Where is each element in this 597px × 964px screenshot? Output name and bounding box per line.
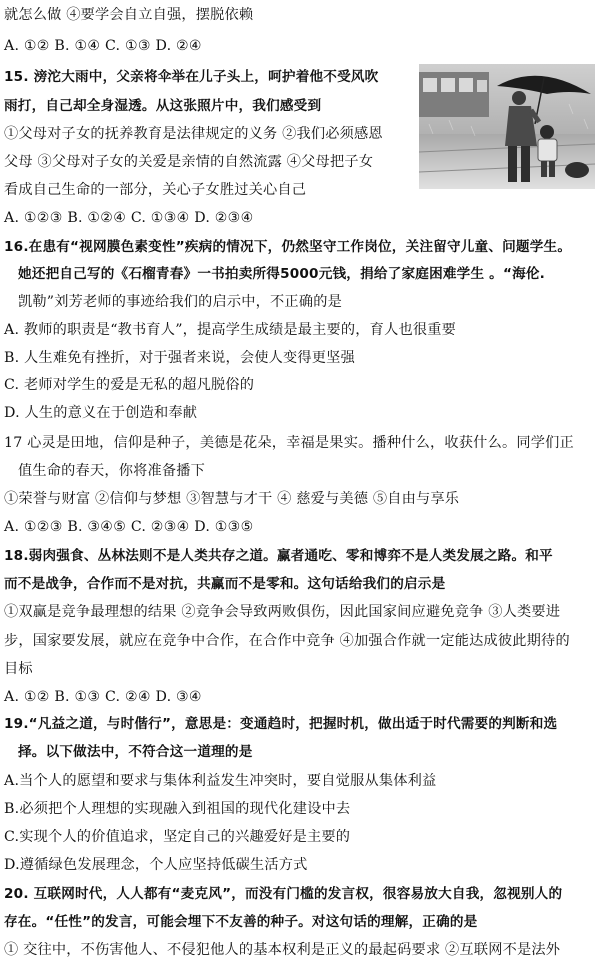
option-line: A.当个人的愿望和要求与集体利益发生冲突时，要自觉服从集体利益 [4, 773, 437, 789]
option-line: C. 老师对学生的爱是无私的超凡脱俗的 [4, 377, 255, 393]
text-line: 父母 ③父母对子女的关爱是亲情的自然流露 ④父母把子女 [4, 154, 374, 170]
question-17-stem: 17 心灵是田地，信仰是种子，美德是花朵，幸福是果实。播种什么，收获什么。同学们正 [4, 435, 574, 451]
answer-options: A. ①②③ B. ③④⑤ C. ②③④ D. ①③⑤ [4, 519, 254, 535]
question-19-stem: 19.“凡益之道，与时偕行”，意思是：变通趋时，把握时机，做出适于时代需要的判断和选 [4, 716, 558, 732]
question-20-stem: 20. 互联网时代，人人都有“麦克风”，而没有门槛的发言权，很容易放大自我，忽视别人的 [4, 886, 563, 902]
option-line: B.必须把个人理想的实现融入到祖国的现代化建设中去 [4, 801, 351, 817]
option-line: D. 人生的意义在于创造和奉献 [4, 405, 198, 421]
question-15-stem: 15. 滂沱大雨中，父亲将伞举在儿子头上，呵护着他不受风吹 [4, 69, 379, 85]
question-15-stem: 雨打，自己却全身湿透。从这张照片中，我们感受到 [4, 98, 322, 114]
question-18-stem: 而不是战争，合作而不是对抗，共赢而不是零和。这句话给我们的启示是 [4, 576, 446, 592]
answer-options: A. ①② B. ①③ C. ②④ D. ③④ [4, 689, 202, 705]
question-17-stem: 值生命的春天，你将准备播下 [18, 463, 206, 479]
option-line: D.遵循绿色发展理念，个人应坚持低碳生活方式 [4, 857, 308, 873]
father-umbrella-photo [419, 64, 595, 189]
text-line: 凯勒”刘芳老师的事迹给我们的启示中，不正确的是 [18, 294, 342, 310]
text-line: 就怎么做 ④要学会自立自强，摆脱依赖 [4, 7, 254, 23]
text-line: ① 交往中，不伤害他人、不侵犯他人的基本权利是正义的最起码要求 ②互联网不是法外 [4, 942, 561, 958]
answer-options: A. ①②③ B. ①②④ C. ①③④ D. ②③④ [4, 210, 254, 226]
option-line: A. 教师的职责是“教书育人”，提高学生成绩是最主要的，育人也很重要 [4, 322, 457, 338]
question-20-stem: 存在。“任性”的发言，可能会埋下不友善的种子。对这句话的理解，正确的是 [4, 914, 478, 930]
text-line: A. ①② B. ①④ C. ①③ D. ②④ [4, 38, 202, 54]
question-16-stem: 16.在患有“视网膜色素变性”疾病的情况下，仍然坚守工作岗位，关注留守儿童、问题学生。 [4, 239, 572, 255]
text-line: ①双赢是竞争最理想的结果 ②竞争会导致两败俱伤，因此国家间应避免竞争 ③人类要进 [4, 604, 561, 620]
text-line: 目标 [4, 661, 33, 677]
text-line: ①荣誉与财富 ②信仰与梦想 ③智慧与才干 ④ 慈爱与美德 ⑤自由与享乐 [4, 491, 460, 507]
text-line: 步，国家要发展，就应在竞争中合作，在合作中竞争 ④加强合作就一定能达成彼此期待的 [4, 633, 570, 649]
text-line: ①父母对子女的抚养教育是法律规定的义务 ②我们必须感恩 [4, 126, 383, 142]
option-line: B. 人生难免有挫折，对于强者来说，会使人变得更坚强 [4, 350, 355, 366]
question-19-stem: 择。以下做法中，不符合这一道理的是 [18, 744, 253, 760]
question-18-stem: 18.弱肉强食、丛林法则不是人类共存之道。赢者通吃、零和博弈不是人类发展之路。和平 [4, 548, 553, 564]
text-line: 看成自己生命的一部分，关心子女胜过关心自己 [4, 182, 307, 198]
option-line: C.实现个人的价值追求，坚定自己的兴趣爱好是主要的 [4, 829, 351, 845]
question-16-stem: 她还把自己写的《石榴青春》一书拍卖所得5000元钱，捐给了家庭困难学生 。“海伦. [18, 266, 546, 282]
